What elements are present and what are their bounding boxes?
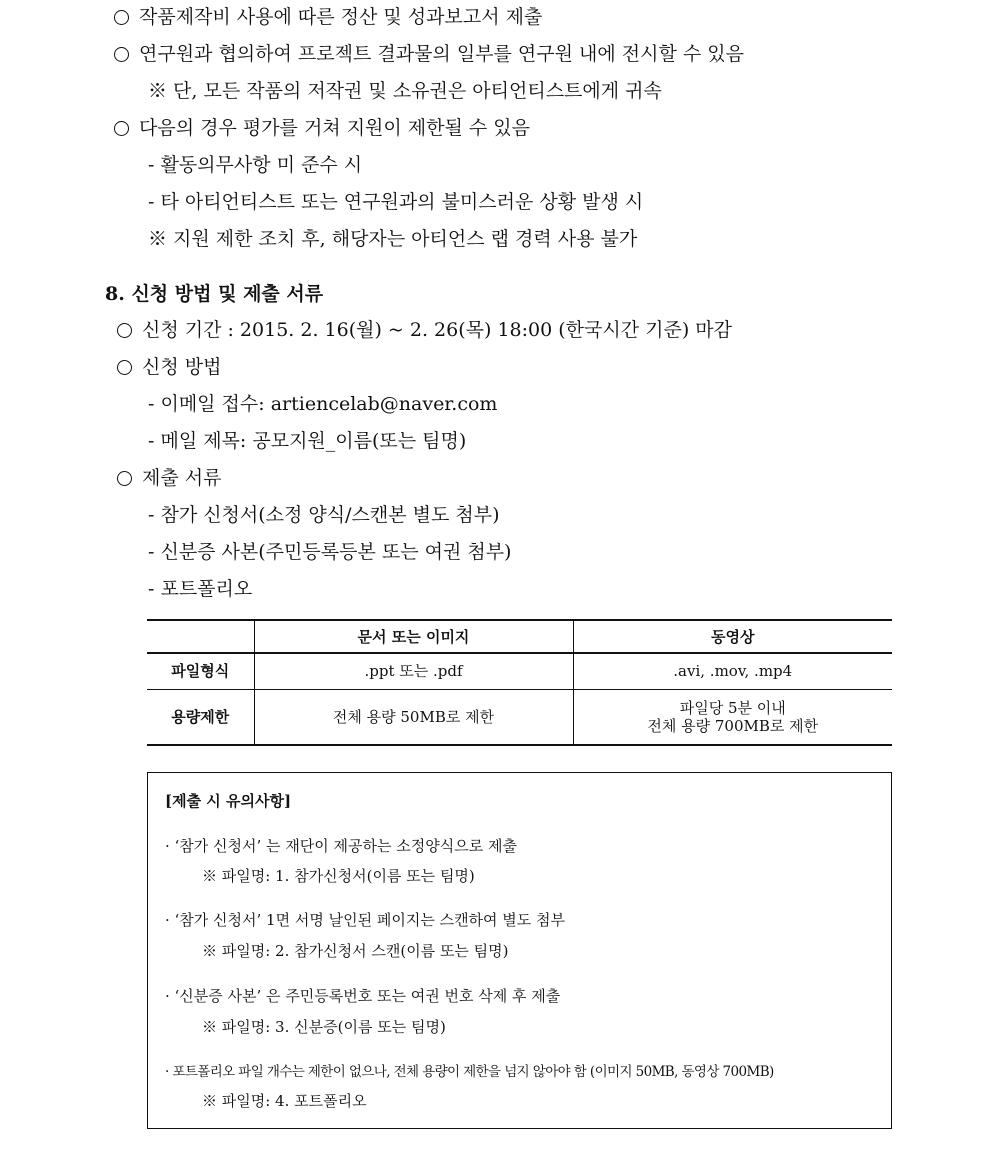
section-heading: 8. 신청 방법 및 제출 서류 <box>105 283 324 305</box>
list-item <box>117 317 732 343</box>
file-spec-table <box>147 619 892 746</box>
table-row <box>147 689 892 745</box>
circle-bullet-icon <box>114 121 129 136</box>
submission-notes-box <box>147 772 892 1129</box>
cell-line: 파일당 5분 이내 <box>679 698 786 717</box>
table-cell <box>573 689 892 745</box>
list-item <box>117 465 221 491</box>
sub-item: - 참가 신청서(소정 양식/스캔본 별도 첨부) <box>148 504 500 526</box>
note-text: ※ 단, 모든 작품의 저작권 및 소유권은 아티언티스트에게 귀속 <box>148 80 662 102</box>
circle-bullet-icon <box>114 10 129 25</box>
item-text: 제출 서류 <box>142 467 222 489</box>
cell-line: 전체 용량 700MB로 제한 <box>647 716 819 735</box>
table-cell: .ppt 또는 .pdf <box>254 653 573 689</box>
circle-bullet-icon <box>114 47 129 62</box>
note-text: ※ 지원 제한 조치 후, 해당자는 아티언스 랩 경력 사용 불가 <box>148 228 638 250</box>
sub-item: - 메일 제목: 공모지원_이름(또는 팀명) <box>148 430 467 452</box>
note-item: · 포트폴리오 파일 개수는 제한이 없으나, 전체 용량이 제한을 넘지 않아야 함 (이미지 50MB, 동영상 700MB) <box>165 1064 774 1080</box>
row-header: 용량제한 <box>147 689 254 745</box>
table-row <box>147 653 892 689</box>
note-item: · ‘참가 신청서’ 1면 서명 날인된 페이지는 스캔하여 별도 첨부 <box>165 911 566 929</box>
table-cell: .avi, .mov, .mp4 <box>573 653 892 689</box>
column-header: 문서 또는 이미지 <box>254 620 573 653</box>
sub-item: - 포트폴리오 <box>148 578 253 600</box>
sub-item: - 활동의무사항 미 준수 시 <box>148 154 363 176</box>
sub-item: - 이메일 접수: artiencelab@naver.com <box>148 393 498 415</box>
list-item <box>117 354 221 380</box>
table-cell: 전체 용량 50MB로 제한 <box>254 689 573 745</box>
circle-bullet-icon <box>117 471 132 486</box>
table-corner-cell <box>147 620 254 653</box>
item-text: 연구원과 협의하여 프로젝트 결과물의 일부를 연구원 내에 전시할 수 있음 <box>139 43 744 65</box>
note-filename: ※ 파일명: 1. 참가신청서(이름 또는 팀명) <box>202 867 475 885</box>
note-item: · ‘신분증 사본’ 은 주민등록번호 또는 여권 번호 삭제 후 제출 <box>165 987 561 1005</box>
sub-item: - 신분증 사본(주민등록등본 또는 여권 첨부) <box>148 541 512 563</box>
sub-item: - 타 아티언티스트 또는 연구원과의 불미스러운 상황 발생 시 <box>148 191 644 213</box>
list-item <box>114 41 744 67</box>
item-text: 작품제작비 사용에 따른 정산 및 성과보고서 제출 <box>139 6 543 28</box>
notes-title: [제출 시 유의사항] <box>165 792 292 810</box>
table-header-row <box>147 620 892 653</box>
column-header: 동영상 <box>573 620 892 653</box>
item-text: 신청 방법 <box>142 356 222 378</box>
row-header: 파일형식 <box>147 653 254 689</box>
circle-bullet-icon <box>117 360 132 375</box>
note-filename: ※ 파일명: 2. 참가신청서 스캔(이름 또는 팀명) <box>202 942 509 960</box>
item-text: 다음의 경우 평가를 거쳐 지원이 제한될 수 있음 <box>139 117 531 139</box>
item-text: 신청 기간 : 2015. 2. 16(월) ~ 2. 26(목) 18:00 (한국시간 기준) 마감 <box>142 319 732 341</box>
list-item <box>114 115 530 141</box>
note-item: · ‘참가 신청서’ 는 재단이 제공하는 소정양식으로 제출 <box>165 837 517 855</box>
circle-bullet-icon <box>117 323 132 338</box>
note-filename: ※ 파일명: 3. 신분증(이름 또는 팀명) <box>202 1018 446 1036</box>
note-filename: ※ 파일명: 4. 포트폴리오 <box>202 1092 367 1110</box>
list-item <box>114 4 542 30</box>
